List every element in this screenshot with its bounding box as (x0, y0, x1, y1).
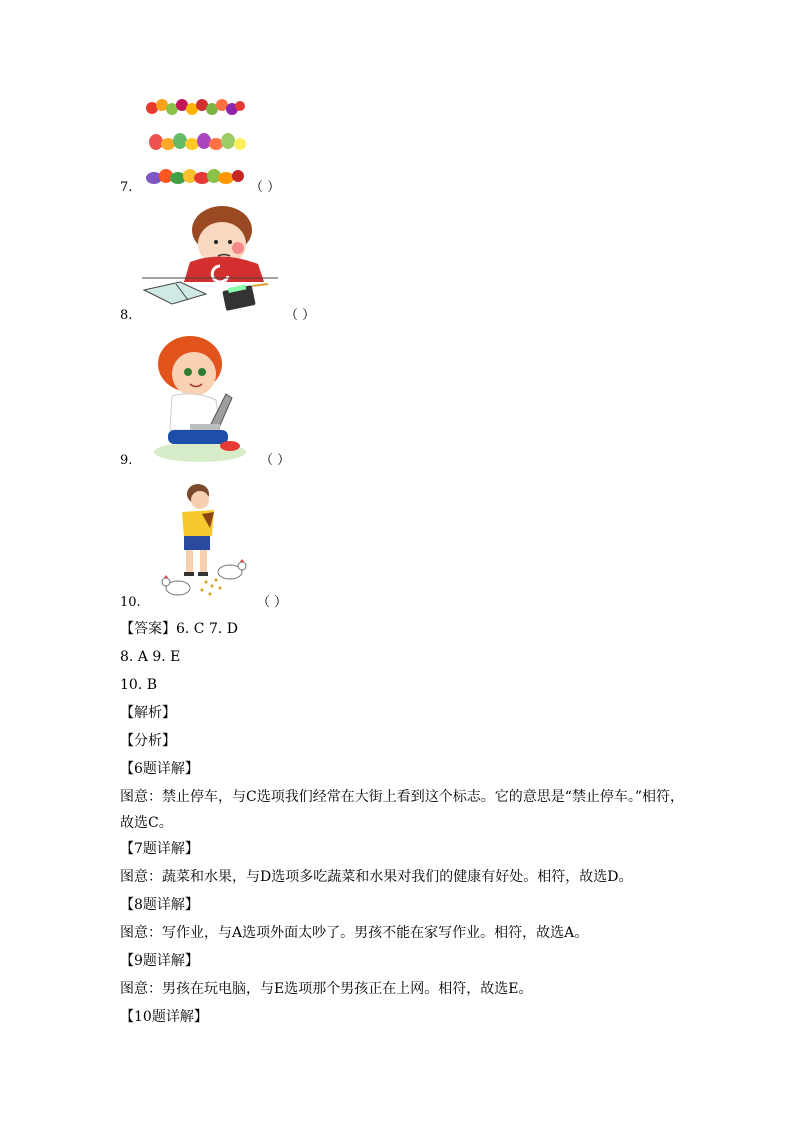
section-heading: 【解析】 (120, 705, 176, 721)
boy-laptop-image (150, 334, 250, 464)
answer-blank: （ ） (260, 453, 291, 468)
answer-blank: （ ） (250, 180, 281, 195)
detail-heading: 【10题详解】 (120, 1009, 208, 1025)
question-number: 10. (120, 595, 141, 610)
answer-line: 8. A 9. E (120, 649, 181, 665)
boy-chickens-image (158, 480, 250, 602)
boy-homework-image (140, 202, 280, 312)
detail-body: 图意：蔬菜和水果，与D选项多吃蔬菜和水果对我们的健康有好处。相符，故选D。 (120, 869, 633, 885)
detail-heading: 【8题详解】 (120, 897, 199, 913)
answer-line: 【答案】6. C 7. D (120, 621, 239, 637)
answer-blank: （ ） (257, 595, 288, 610)
section-heading: 【分析】 (120, 733, 176, 749)
question-number: 8. (120, 308, 133, 323)
question-number: 7. (120, 180, 133, 195)
detail-body: 图意：写作业，与A选项外面太吵了。男孩不能在家写作业。相符，故选A。 (120, 925, 589, 941)
answer-section (120, 616, 690, 1032)
detail-body: 图意：禁止停车，与C选项我们经常在大街上看到这个标志。它的意思是“禁止停车。”相符，故选C。 (120, 789, 685, 831)
detail-heading: 【9题详解】 (120, 953, 199, 969)
answer-line: 10. B (120, 677, 158, 693)
question-number: 9. (120, 453, 133, 468)
fruits-vegetables-image (140, 96, 250, 190)
answer-blank: （ ） (285, 308, 316, 323)
detail-body: 图意：男孩在玩电脑，与E选项那个男孩正在上网。相符，故选E。 (120, 981, 533, 997)
detail-heading: 【6题详解】 (120, 761, 199, 777)
detail-heading: 【7题详解】 (120, 841, 199, 857)
